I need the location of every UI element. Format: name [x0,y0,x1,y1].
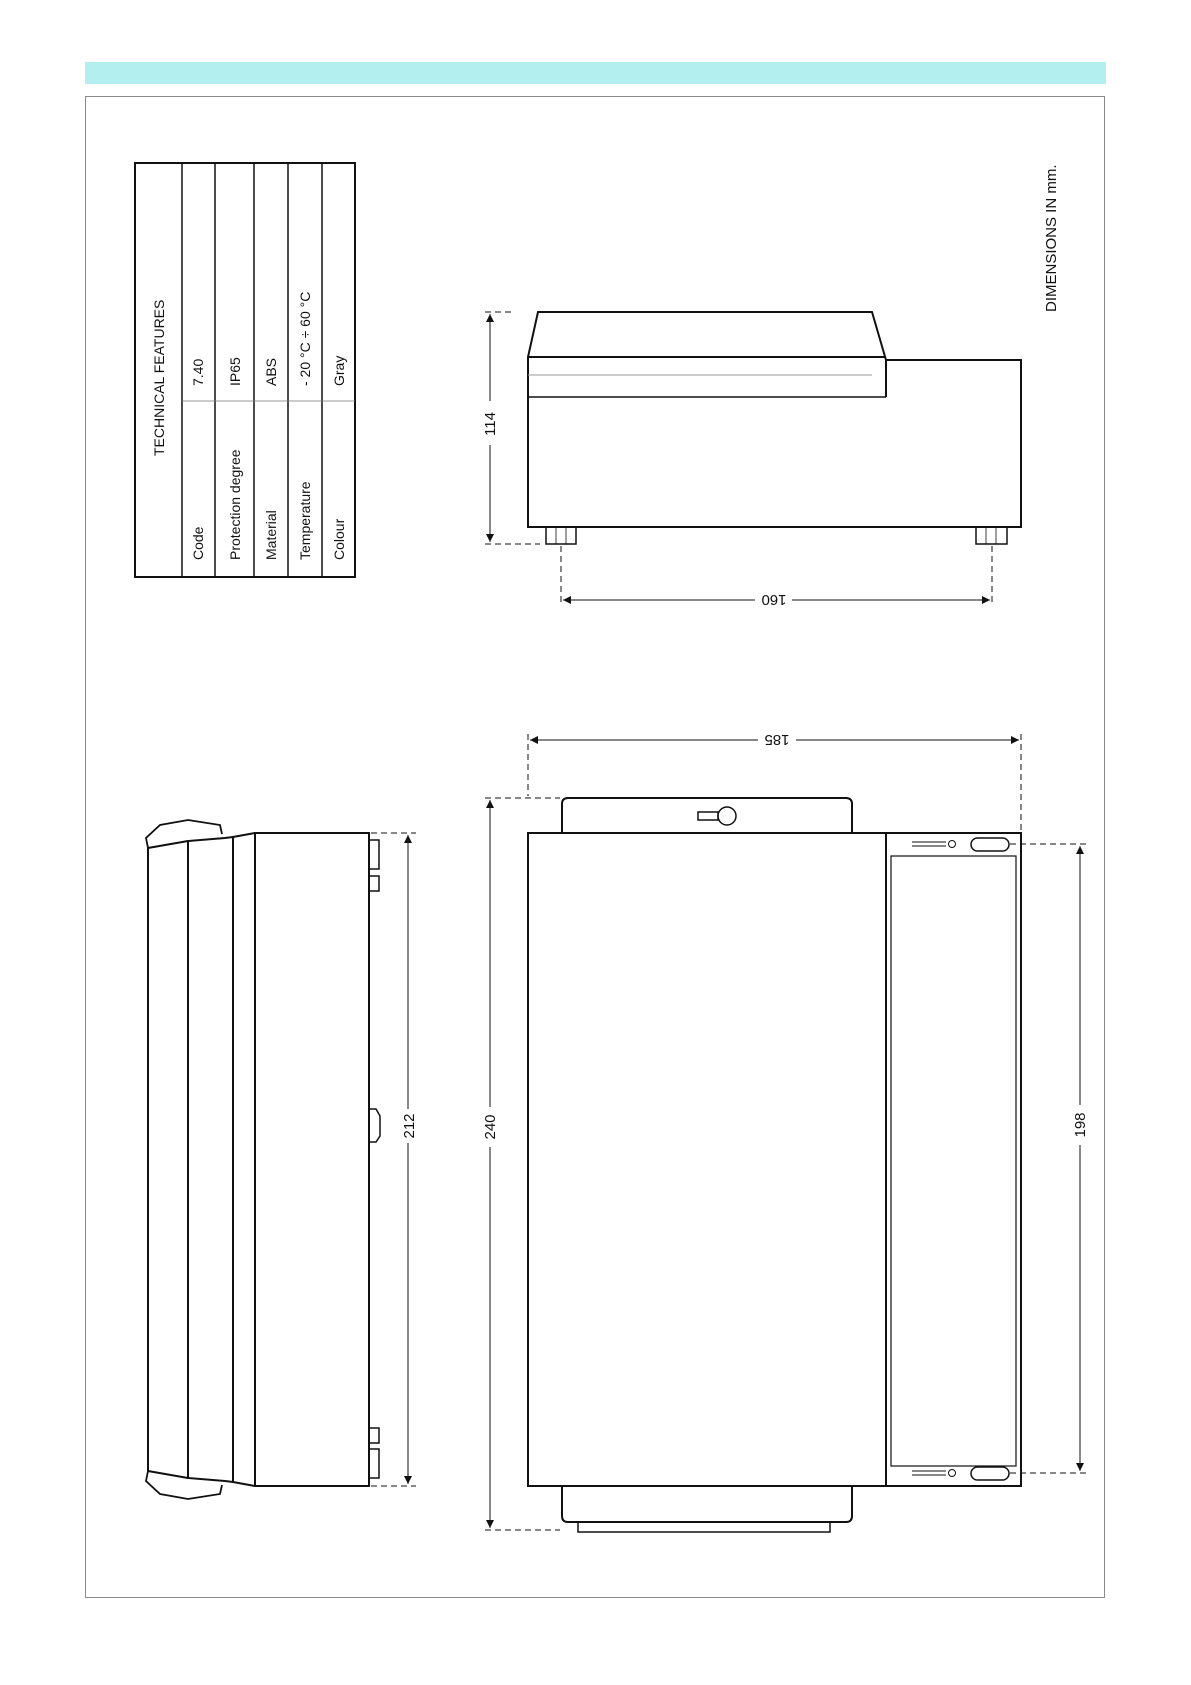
front-view-dimensions [371,833,416,1486]
table-text [151,292,347,560]
row-label-temperature: Temperature [297,481,313,560]
dim-width: 185 [764,731,790,748]
dim-length-overall: 240 [482,1114,499,1140]
side-view [528,312,1021,544]
row-label-code: Code [190,526,206,560]
dim-length-body: 212 [401,1113,418,1139]
dim-length-window: 198 [1072,1112,1089,1138]
row-label-colour: Colour [331,518,347,560]
row-value-colour: Gray [331,355,347,386]
row-label-material: Material [263,510,279,560]
technical-features-table [135,163,355,577]
dim-depth: 160 [761,591,787,608]
top-view-dimensions [485,734,1090,1530]
units-note: DIMENSIONS IN mm. [1043,164,1060,312]
row-value-code: 7.40 [190,358,206,386]
row-value-protection: IP65 [227,357,243,386]
front-view [146,820,380,1499]
row-value-temperature: - 20 °C ÷ 60 °C [297,291,313,386]
top-view [528,798,1021,1532]
dim-height: 114 [482,412,499,436]
table-title: TECHNICAL FEATURES [151,299,167,456]
row-label-protection: Protection degree [227,449,243,560]
row-value-material: ABS [263,357,279,386]
